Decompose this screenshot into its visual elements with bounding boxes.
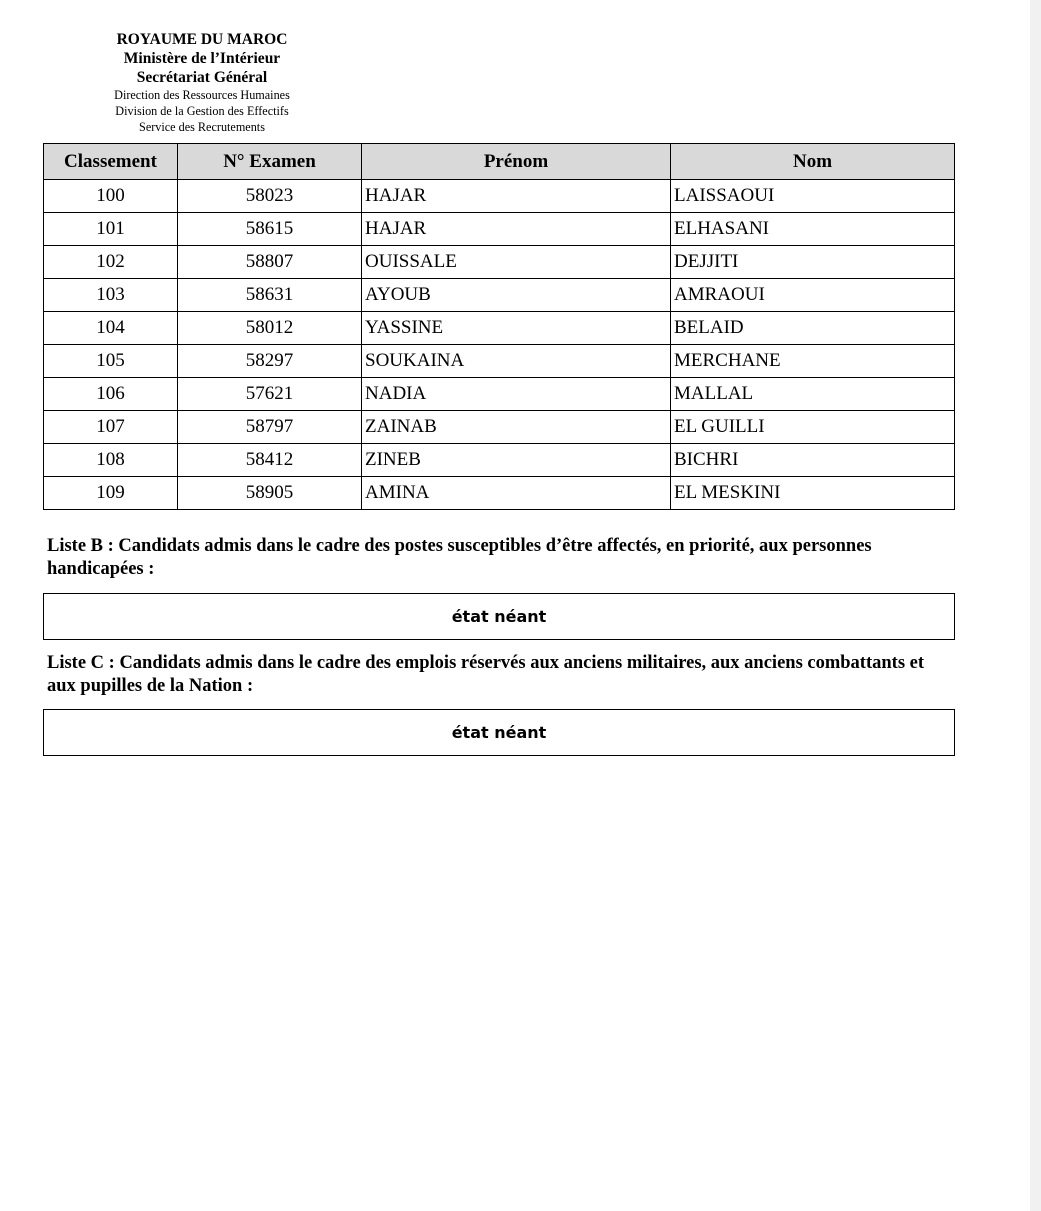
country-name: ROYAUME DU MAROC (116, 31, 288, 48)
cell-classement: 104 (44, 312, 178, 345)
column-header-examen: N° Examen (178, 144, 362, 180)
cell-examen: 58012 (178, 312, 362, 345)
secretariat-name: Secrétariat Général (136, 69, 268, 86)
liste-b-heading: Liste B : Candidats admis dans le cadre des postes susceptibles d’être affectés, en priorité, aux personnes handicapées : (47, 536, 872, 579)
cell-classement: 106 (44, 378, 178, 411)
column-header-classement: Classement (44, 144, 178, 180)
division-name: Division de la Gestion des Effectifs (115, 104, 289, 118)
cell-nom: BELAID (671, 312, 955, 345)
table-row (44, 444, 955, 477)
table-row (44, 378, 955, 411)
cell-examen: 58615 (178, 213, 362, 246)
cell-nom: LAISSAOUI (671, 180, 955, 213)
cell-nom: MERCHANE (671, 345, 955, 378)
cell-nom: EL MESKINI (671, 477, 955, 510)
cell-prenom: HAJAR (362, 180, 671, 213)
cell-classement: 109 (44, 477, 178, 510)
cell-examen: 58023 (178, 180, 362, 213)
liste-b-status: état néant (451, 607, 547, 626)
cell-nom: MALLAL (671, 378, 955, 411)
cell-prenom: AMINA (362, 477, 671, 510)
cell-classement: 108 (44, 444, 178, 477)
cell-examen: 58297 (178, 345, 362, 378)
cell-examen: 58631 (178, 279, 362, 312)
table-row (44, 180, 955, 213)
cell-prenom: YASSINE (362, 312, 671, 345)
liste-c-status-box (43, 709, 955, 756)
cell-nom: ELHASANI (671, 213, 955, 246)
cell-classement: 101 (44, 213, 178, 246)
cell-classement: 103 (44, 279, 178, 312)
table-row (44, 213, 955, 246)
liste-c-status: état néant (451, 723, 547, 742)
cell-nom: DEJJITI (671, 246, 955, 279)
cell-nom: BICHRI (671, 444, 955, 477)
column-header-nom: Nom (671, 144, 955, 180)
cell-examen: 58412 (178, 444, 362, 477)
cell-examen: 58807 (178, 246, 362, 279)
table-row (44, 345, 955, 378)
cell-prenom: ZAINAB (362, 411, 671, 444)
cell-prenom: AYOUB (362, 279, 671, 312)
table-row (44, 279, 955, 312)
cell-prenom: OUISSALE (362, 246, 671, 279)
cell-nom: EL GUILLI (671, 411, 955, 444)
table-row (44, 411, 955, 444)
cell-examen: 57621 (178, 378, 362, 411)
direction-name: Direction des Ressources Humaines (114, 88, 290, 102)
cell-classement: 107 (44, 411, 178, 444)
cell-classement: 102 (44, 246, 178, 279)
cell-examen: 58797 (178, 411, 362, 444)
cell-nom: AMRAOUI (671, 279, 955, 312)
letterhead (62, 30, 342, 135)
liste-c-heading: Liste C : Candidats admis dans le cadre des emplois réservés aux anciens militaires, aux anciens combattants et aux pupilles de la Nation : (47, 653, 925, 696)
cell-prenom: ZINEB (362, 444, 671, 477)
cell-prenom: HAJAR (362, 213, 671, 246)
cell-classement: 100 (44, 180, 178, 213)
table-row (44, 246, 955, 279)
liste-b-status-box (43, 593, 955, 640)
service-name: Service des Recrutements (139, 120, 265, 134)
cell-examen: 58905 (178, 477, 362, 510)
cell-prenom: SOUKAINA (362, 345, 671, 378)
cell-classement: 105 (44, 345, 178, 378)
viewer-scroll-strip (1030, 0, 1041, 1211)
table-row (44, 312, 955, 345)
cell-prenom: NADIA (362, 378, 671, 411)
ministry-name: Ministère de l’Intérieur (123, 50, 281, 67)
column-header-prenom: Prénom (362, 144, 671, 180)
results-table (43, 143, 955, 510)
table-row (44, 477, 955, 510)
table-header-row (44, 144, 955, 180)
